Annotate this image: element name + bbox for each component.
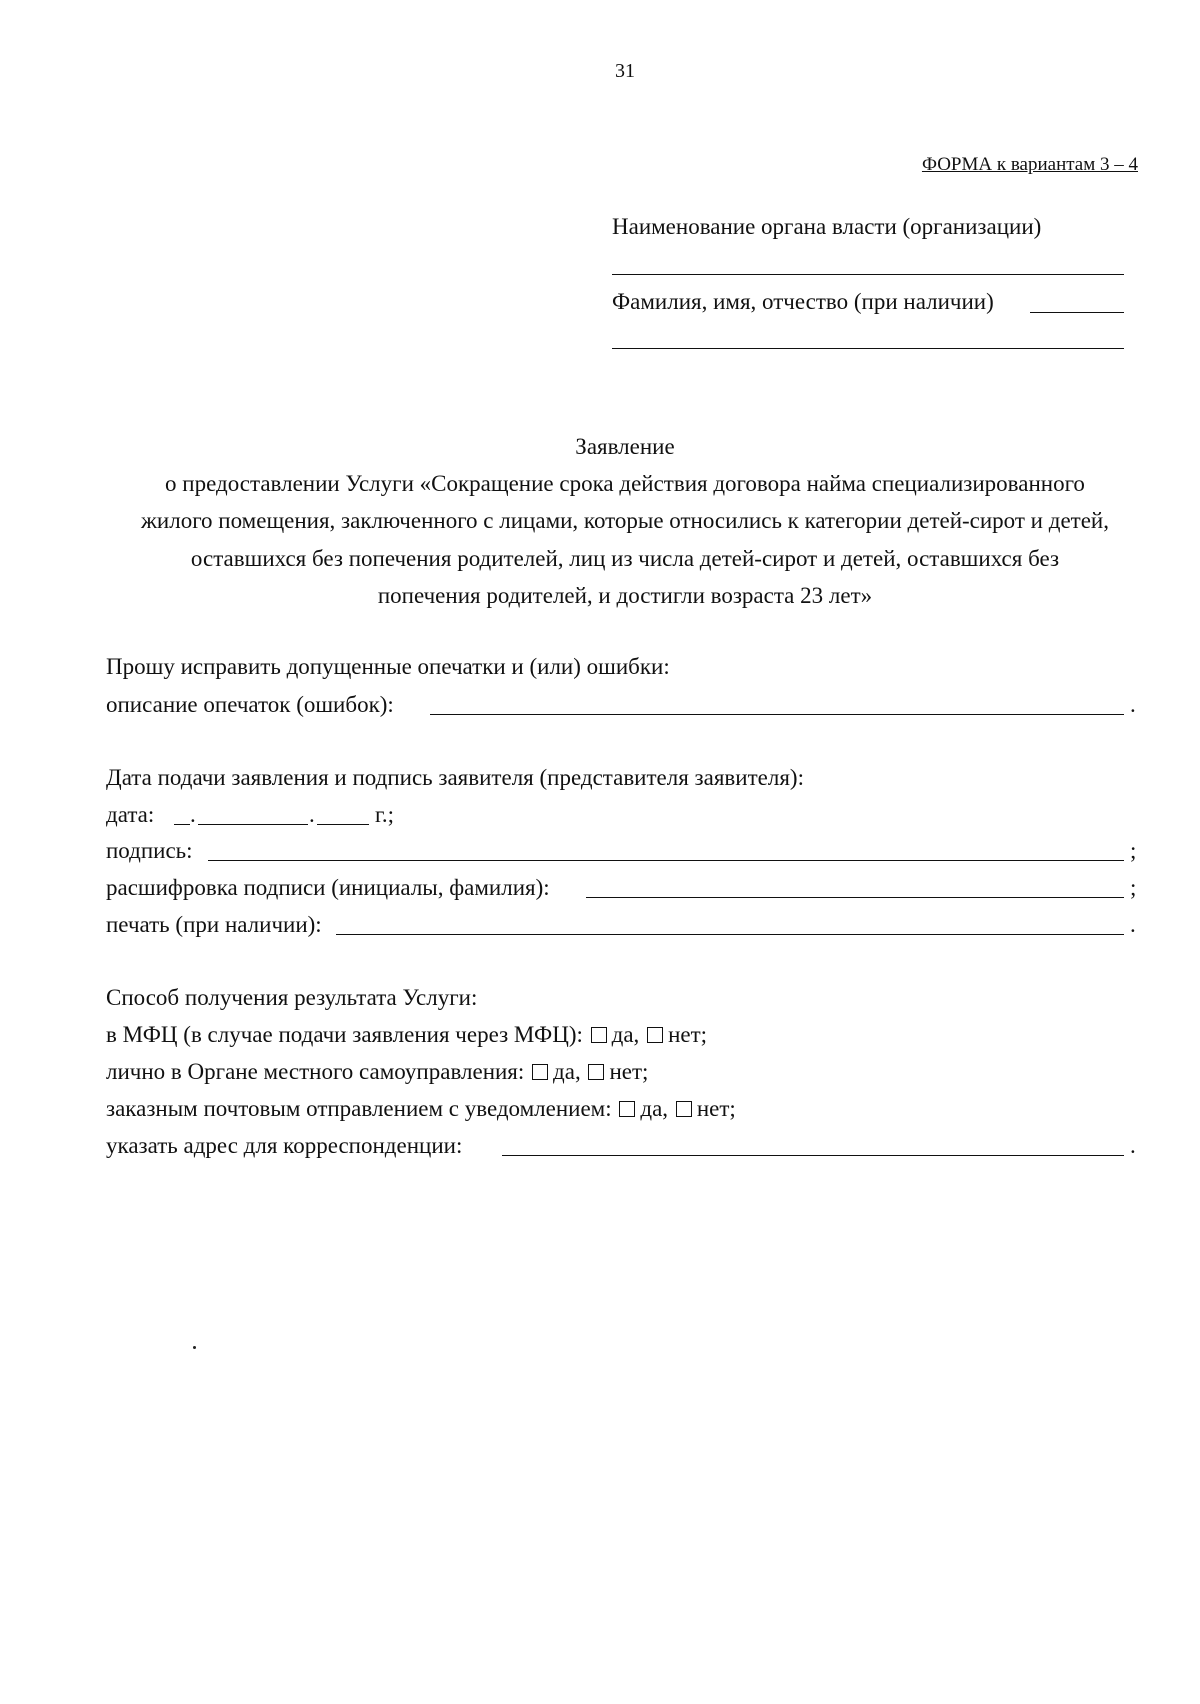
fio-line-2[interactable] xyxy=(612,348,1124,349)
receipt-option-local-authority xyxy=(106,1057,648,1087)
mfc-no-label: нет; xyxy=(668,1022,708,1047)
signature-decode-end-mark: ; xyxy=(1130,875,1137,900)
signature-end-mark: ; xyxy=(1130,838,1137,863)
signature-label: подпись: xyxy=(106,838,193,863)
date-year-line[interactable] xyxy=(317,824,369,825)
fio-label: Фамилия, имя, отчество (при наличии) xyxy=(612,289,994,314)
signature-decode-label: расшифровка подписи (инициалы, фамилия): xyxy=(106,875,550,900)
date-separator-2: . xyxy=(309,802,315,827)
title-line-4: попечения родителей, и достигли возраста 23 лет» xyxy=(377,583,873,608)
fio-line[interactable] xyxy=(1030,312,1124,313)
local-authority-yes-checkbox[interactable] xyxy=(532,1064,548,1080)
title-line-2: жилого помещения, заключенного с лицами, которые относились к категории детей-сирот и детей, xyxy=(141,508,1109,533)
page-number: 31 xyxy=(615,60,635,82)
signature-heading: Дата подачи заявления и подпись заявителя (представителя заявителя): xyxy=(106,765,804,790)
signature-line[interactable] xyxy=(208,860,1124,861)
address-label: указать адрес для корреспонденции: xyxy=(106,1133,463,1158)
date-separator-1: . xyxy=(190,802,196,827)
correction-end-mark: . xyxy=(1130,692,1136,717)
mail-no-label: нет; xyxy=(696,1096,736,1121)
mfc-no-checkbox[interactable] xyxy=(647,1027,663,1043)
stamp-end-mark: . xyxy=(1130,912,1136,937)
local-authority-no-label: нет; xyxy=(609,1059,649,1084)
receipt-option-mail xyxy=(106,1094,736,1124)
mail-no-checkbox[interactable] xyxy=(676,1101,692,1117)
authority-line[interactable] xyxy=(612,274,1124,275)
address-line[interactable] xyxy=(502,1155,1124,1156)
mail-yes-label: да, xyxy=(640,1096,669,1121)
address-end-mark: . xyxy=(1130,1133,1136,1158)
local-authority-no-checkbox[interactable] xyxy=(588,1064,604,1080)
receipt-heading: Способ получения результата Услуги: xyxy=(106,985,478,1010)
correction-description-line[interactable] xyxy=(430,714,1124,715)
receipt-option-local-authority-label: лично в Органе местного самоуправления: xyxy=(106,1059,525,1084)
form-reference: ФОРМА к вариантам 3 – 4 xyxy=(921,154,1138,175)
date-day-line[interactable] xyxy=(174,824,190,825)
title-line-1: о предоставлении Услуги «Сокращение срока действия договора найма специализированного xyxy=(165,471,1085,496)
signature-decode-line[interactable] xyxy=(586,897,1124,898)
local-authority-yes-label: да, xyxy=(553,1059,581,1084)
mfc-yes-label: да, xyxy=(611,1022,640,1047)
authority-label: Наименование органа власти (организации) xyxy=(612,214,1042,239)
receipt-option-mail-label: заказным почтовым отправлением с уведомлением: xyxy=(106,1096,612,1121)
correction-description-label: описание опечаток (ошибок): xyxy=(106,692,394,717)
document-heading: Заявление xyxy=(575,434,675,459)
stamp-label: печать (при наличии): xyxy=(106,912,322,937)
mfc-yes-checkbox[interactable] xyxy=(591,1027,607,1043)
title-line-3: оставшихся без попечения родителей, лиц из числа детей-сирот и детей, оставшихся без xyxy=(190,546,1060,571)
mail-yes-checkbox[interactable] xyxy=(619,1101,635,1117)
correction-request: Прошу исправить допущенные опечатки и (или) ошибки: xyxy=(106,654,670,679)
receipt-option-mfc xyxy=(106,1020,707,1050)
scan-speck xyxy=(193,1346,196,1349)
date-month-line[interactable] xyxy=(198,824,308,825)
date-suffix: г.; xyxy=(375,802,394,827)
date-label: дата: xyxy=(106,802,155,827)
stamp-line[interactable] xyxy=(336,934,1124,935)
receipt-option-mfc-label: в МФЦ (в случае подачи заявления через МФЦ): xyxy=(106,1022,583,1047)
